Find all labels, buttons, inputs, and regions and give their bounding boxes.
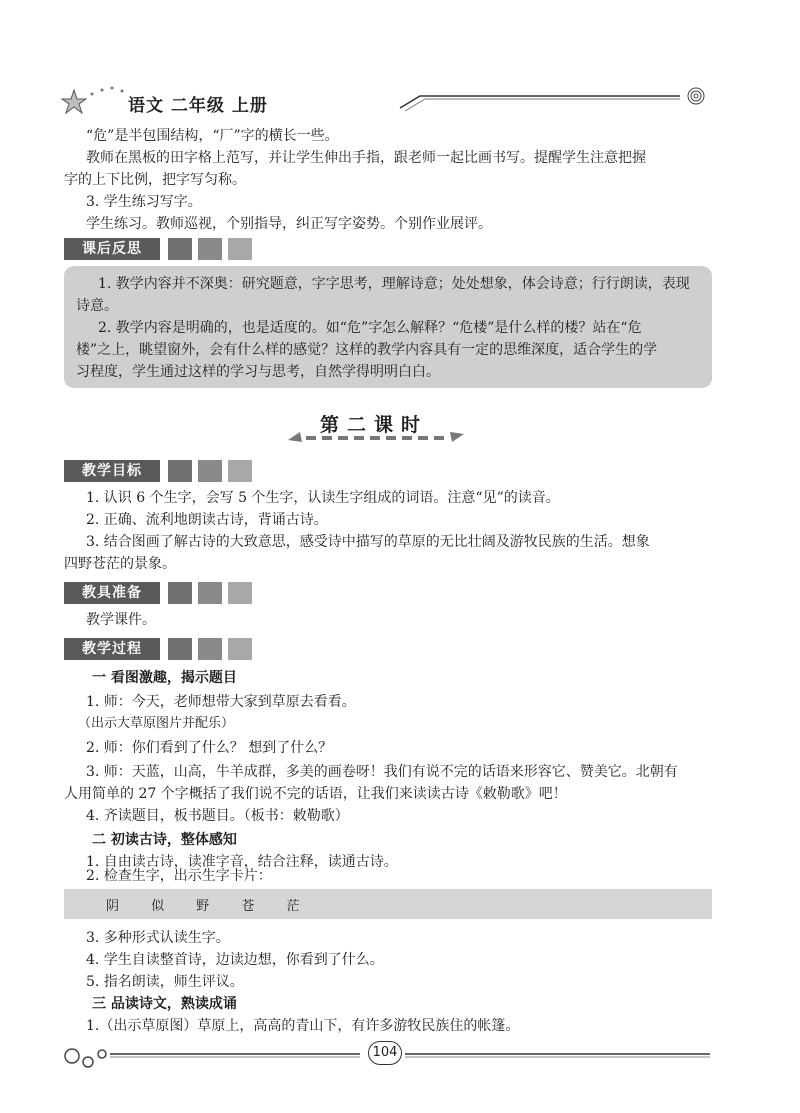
section-label-text: 教具准备	[64, 582, 160, 604]
goal-line: 3. 结合图画了解古诗的大致意思，感受诗中描写的草原的无比壮阔及游牧民族的生活。想象	[86, 534, 650, 550]
process-line: 2. 检查生字，出示生字卡片：	[86, 868, 272, 884]
text-line: “危”是半包围结构，“厂”字的横长一些。	[86, 128, 339, 144]
spiral-icon	[688, 88, 704, 104]
process-line: 4. 学生自读整首诗，边读边想，你看到了什么。	[86, 952, 384, 968]
process-line: 4. 齐读题目，板书题目。（板书：敕勒歌）	[86, 808, 349, 824]
section-label-text: 教学过程	[64, 638, 160, 660]
star-icon	[62, 90, 86, 113]
process-heading: 三 品读诗文，熟读成诵	[92, 996, 237, 1012]
tools-text: 教学课件。	[86, 612, 156, 628]
process-line: 人用简单的 27 个字概括了我们说不完的话语，让我们来读读古诗《敕勒歌》吧！	[64, 786, 567, 802]
reflection-line: 2. 教学内容是明确的，也是适度的。如“危”字怎么解释？“危楼”是什么样的楼？站在“危	[98, 320, 642, 336]
section-label-text: 教学目标	[64, 460, 160, 482]
process-heading: 一 看图激趣，揭示题目	[92, 670, 237, 686]
text-line: 教师在黑板的田字格上范写，并让学生伸出手指，跟老师一起比画书写。提醒学生注意把握	[86, 150, 646, 166]
circle-icon	[65, 1049, 79, 1063]
header-title: 语文 二年级 上册	[128, 96, 268, 116]
text-line: 学生练习。教师巡视，个别指导，纠正写字姿势。个别作业展评。	[86, 216, 492, 232]
section-label-text: 课后反思	[64, 238, 160, 260]
goal-line: 2. 正确、流利地朗读古诗，背诵古诗。	[86, 512, 328, 528]
reflection-line: 诗意。	[76, 298, 118, 314]
process-line: 5. 指名朗读，师生评议。	[86, 974, 244, 990]
lesson-title: 第二课时	[320, 414, 429, 436]
character-card-text: 阴 似 野 苍 茫	[106, 899, 314, 914]
text-line: 字的上下比例，把字写匀称。	[64, 172, 246, 188]
title-underline-decoration	[288, 430, 464, 444]
process-line: 3. 师：天蓝，山高，牛羊成群，多美的画卷呀！我们有说不完的话语来形容它、赞美它。北朝有	[86, 764, 678, 780]
character-card-bar	[64, 889, 712, 919]
reflection-line: 楼”之上，眺望窗外，会有什么样的感觉？这样的教学内容具有一定的思维深度，适合学生的学	[76, 342, 658, 358]
process-line: 3. 多种形式认读生字。	[86, 930, 230, 946]
goal-line: 四野苍茫的景象。	[64, 556, 176, 572]
process-heading: 二 初读古诗，整体感知	[92, 832, 237, 848]
process-line: （出示大草原图片并配乐）	[78, 716, 235, 731]
page-number: 104	[368, 1041, 402, 1065]
process-line: 1.（出示草原图）草原上，高高的青山下，有许多游牧民族住的帐篷。	[86, 1018, 520, 1034]
text-line: 3. 学生练习写字。	[86, 194, 202, 210]
process-line: 1. 自由读古诗，读准字音，结合注释，读通古诗。	[86, 854, 398, 870]
process-line: 2. 师：你们看到了什么？ 想到了什么？	[86, 740, 333, 756]
process-line: 1. 师：今天，老师想带大家到草原去看看。	[86, 694, 356, 710]
reflection-line: 习程度，学生通过这样的学习与思考，自然学得明明白白。	[76, 364, 440, 380]
reflection-line: 1. 教学内容并不深奥：研究题意，字字思考，理解诗意；处处想象，体会诗意；行行朗读，表现	[98, 276, 690, 292]
goal-line: 1. 认识 6 个生字，会写 5 个生字，认读生字组成的词语。注意“见”的读音。	[86, 490, 560, 506]
